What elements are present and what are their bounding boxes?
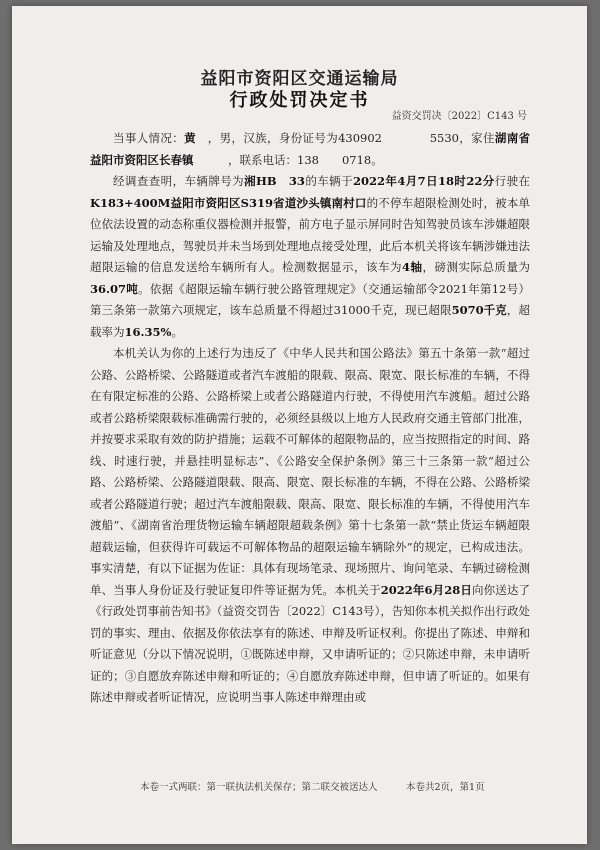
party-label: 当事人情况： — [113, 131, 185, 145]
text-run: 本机关认为你的上述行为违反了《中华人民共和国公路法》第五十条第一款“超过公路、公路桥梁、公路隧道或者汽车渡船的限载、限高、限宽、限长标准的车辆，不得在有限定标准的公路、公路桥梁上或者公路隧道内行驶，不得使用汽车渡船。超过公路或者公路桥梁限载标准确需行驶的，必须经县级以上地方人民政府交通主管部门批准，并按要求采取有效的防护措施；运载不可解体的超限物品的，应当按照指定的时间、路线、时速行驶，并悬挂明显标志”、《公路安全保护条例》第三十三条第一款“超过公路、公路桥梁、公路隧道限载、限高、限宽、限长标准的车辆，不得在公路、公路桥梁或者公路隧道行驶；超过汽车渡船限载、限高、限宽、限长标准的车辆，不得使用汽车渡船”、《湖南省治理货物运输车辆超限超载条例》第十七条第一款“禁止货运车辆超限超载运输，但获得许可载运不可解体物品的超限运输车辆除外”的规定，已构成违法。事实清楚，有以下证据为佐证：具体有现场笔录、现场照片、询问笔录、车辆过磅检测单、当事人身份证及行驶证复印件等证据为凭。本机关于 — [90, 346, 530, 597]
text-run: ，磅测实际总质量为 — [422, 260, 531, 274]
overload-rate: 16.35% — [124, 324, 172, 339]
legal-basis-paragraph — [90, 343, 530, 709]
text-run: 的车辆于 — [304, 174, 353, 188]
text-run: 的不停车超限检测处时，被本单位依法设置的动态称重仪器检测并报警，前方电子显示屏同时告知驾驶员该车涉嫌超限运输及处理地点，驾驶员并未当场到处理地点接受处理，此后本机关将该车辆涉嫌违法超限运输的信息发送给车辆所有人。检测数据显示，该车为 — [90, 195, 531, 274]
text-run: 经调查查明，车辆牌号为 — [113, 174, 245, 188]
investigation-paragraph — [90, 171, 530, 343]
text-run: ，超载率为 — [90, 303, 530, 339]
violation-location: K183+400M益阳市资阳区S319省道沙头镇南村口 — [90, 195, 367, 210]
party-phone-text: ，联系电话：138 0718。 — [193, 152, 383, 167]
violation-datetime: 2022年4月7日18时22分 — [353, 174, 495, 188]
text-run: 。 — [171, 324, 183, 339]
document-type-title: 行政处罚决定书 — [229, 90, 370, 111]
notice-date: 2022年6月28日 — [380, 582, 472, 597]
text-run: 。依据《超限运输车辆行驶公路管理规定》（交通运输部令2021年第12号）第三条第一款第六项规定，该车总质量不得超过31000千克，现已超限 — [90, 281, 530, 317]
text-run: 行驶在 — [494, 174, 531, 188]
party-id-text: ，男，汉族，身份证号为430902 5530，家住 — [207, 131, 495, 145]
text-run: 向你送达了《行政处罚事前告知书》（益资交罚告〔2022〕C143号），告知你本机关拟作出行政处罚的事实、理由、依据及你依法享有的陈述、申辩及听证权利。你提出了陈述、申辩和听证意见（分以下情况说明，①既陈述申辩，又申请听证的；②只陈述申辩，未申请听证的；③自愿放弃陈述申辩和听证的；④自愿放弃陈述申辩，但申请了听证的。如果有陈述申辩或者听证情况，应说明当事人陈述申辩理由或 — [90, 582, 530, 704]
overweight-amount: 5070千克 — [451, 303, 507, 317]
agency-title: 益阳市资阳区交通运输局 — [200, 69, 399, 89]
document-number: 益资交罚决〔2022〕C143 号 — [391, 111, 527, 122]
total-weight: 36.07吨 — [90, 281, 139, 296]
footer-page-number: 本卷共2页，第1页 — [406, 782, 485, 793]
party-info-paragraph — [90, 128, 530, 171]
footer-copies-note: 本卷一式两联：第一联执法机关保存；第二联交被送达人 — [140, 782, 378, 793]
document-body — [90, 128, 530, 709]
party-address: 湖南省益阳市资阳区长春镇 — [90, 131, 531, 167]
axle-count: 4轴 — [402, 260, 423, 274]
vehicle-plate: 湘HB 33 — [244, 174, 305, 188]
document-page — [12, 6, 587, 844]
party-name: 黄 — [184, 131, 208, 145]
